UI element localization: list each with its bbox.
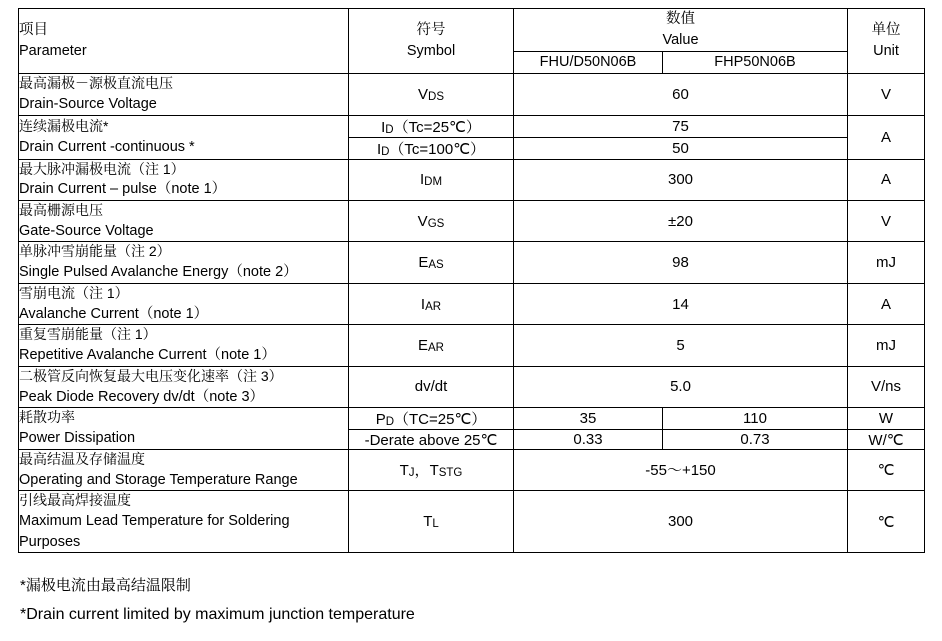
row-parameter (19, 242, 349, 283)
row-parameter-en: Drain Current -continuous * (19, 138, 195, 155)
row-parameter (19, 491, 349, 553)
row-value: 300 (514, 159, 848, 200)
row-symbol-main: -Derate above 25℃ (364, 431, 498, 449)
header-parameter-en: Parameter (19, 43, 87, 60)
row-symbol (349, 74, 514, 115)
row-symbol-main-2: T (429, 462, 439, 480)
row-parameter (19, 159, 349, 200)
row-symbol (349, 449, 514, 490)
footnote-en: *Drain current limited by maximum junction temperature (20, 606, 415, 624)
table-row (19, 449, 925, 490)
row-value: 98 (514, 242, 848, 283)
table-row (19, 366, 925, 407)
row-value: 50 (514, 137, 848, 159)
row-unit: ℃ (848, 491, 925, 553)
row-parameter-en: Power Dissipation (19, 430, 136, 447)
table-row (19, 325, 925, 366)
row-parameter-cn: 最高栅源电压 (19, 201, 103, 218)
row-symbol-sub: AS (428, 259, 444, 272)
table-row (19, 74, 925, 115)
header-col-fhud: FHU/D50N06B (514, 52, 663, 74)
row-unit: A (848, 159, 925, 200)
row-symbol-sub: DM (424, 176, 443, 189)
table-row (19, 159, 925, 200)
row-symbol (349, 200, 514, 241)
row-value: -55～+150 (514, 449, 848, 490)
row-symbol (349, 366, 514, 407)
row-parameter-en: Avalanche Current（note 1） (19, 305, 209, 322)
row-value: 60 (514, 74, 848, 115)
row-unit: W/℃ (848, 430, 925, 449)
row-parameter-en: Maximum Lead Temperature for Soldering Purposes (19, 513, 290, 550)
row-unit: ℃ (848, 449, 925, 490)
row-value: ±20 (514, 200, 848, 241)
row-symbol (349, 115, 514, 137)
table-row (19, 491, 925, 553)
row-parameter-en: Gate-Source Voltage (19, 222, 154, 239)
row-unit: mJ (848, 325, 925, 366)
row-parameter-cn: 单脉冲雪崩能量（注 2） (19, 243, 171, 260)
table-row (19, 283, 925, 324)
header-col-fhp: FHP50N06B (663, 52, 848, 74)
row-symbol-separator: ， (414, 462, 430, 480)
row-parameter-en: Repetitive Avalanche Current（note 1） (19, 347, 276, 364)
row-value-fhud: 35 (514, 408, 663, 430)
row-symbol-sub: J (408, 467, 415, 480)
row-value: 14 (514, 283, 848, 324)
header-value-en: Value (662, 32, 699, 49)
row-symbol-condition: （Tc=25℃） (393, 118, 481, 136)
row-parameter (19, 200, 349, 241)
footnotes (18, 574, 924, 628)
ratings-table (18, 8, 925, 553)
row-symbol-sub: AR (428, 342, 444, 355)
row-symbol-main: I (420, 295, 426, 313)
row-parameter (19, 325, 349, 366)
row-symbol (349, 283, 514, 324)
row-symbol-sub: AR (425, 300, 442, 313)
table-row (19, 408, 925, 430)
row-parameter (19, 366, 349, 407)
row-parameter-cn: 重复雪崩能量（注 1） (19, 326, 157, 343)
row-unit: V (848, 200, 925, 241)
row-symbol (349, 430, 514, 449)
row-symbol (349, 325, 514, 366)
row-value: 5 (514, 325, 848, 366)
row-unit: A (848, 115, 925, 159)
header-value (514, 9, 848, 52)
row-value: 300 (514, 491, 848, 553)
row-value: 5.0 (514, 366, 848, 407)
row-symbol-main: I (381, 118, 386, 136)
header-unit-cn: 单位 (871, 22, 901, 38)
row-parameter-cn: 耗散功率 (19, 409, 75, 426)
row-parameter-en: Drain-Source Voltage (19, 95, 157, 112)
row-unit: W (848, 408, 925, 430)
row-parameter (19, 408, 349, 449)
row-parameter-cn: 最高结温及存储温度 (19, 450, 145, 467)
footnote-cn: *漏极电流由最高结温限制 (20, 577, 191, 594)
row-symbol-condition: （TC=25℃） (394, 411, 487, 429)
row-symbol-main: T (399, 462, 409, 480)
row-symbol (349, 491, 514, 553)
row-parameter (19, 115, 349, 159)
row-symbol-sub: D (381, 145, 390, 158)
row-parameter-cn: 最高漏极－源极直流电压 (19, 75, 173, 92)
row-symbol-condition: （Tc=100℃） (389, 140, 486, 158)
row-symbol-main: V (417, 212, 428, 230)
row-parameter-cn: 雪崩电流（注 1） (19, 284, 129, 301)
row-value-fhp: 0.73 (663, 430, 848, 449)
row-symbol-main: dv/dt (414, 378, 448, 396)
row-symbol-sub: D (385, 416, 395, 429)
row-value-fhud: 0.33 (514, 430, 663, 449)
row-symbol-main: T (423, 513, 433, 531)
row-parameter-cn: 引线最高焊接温度 (19, 492, 131, 509)
header-unit (848, 9, 925, 74)
row-symbol-main: E (418, 254, 429, 272)
row-symbol-sub: DS (428, 90, 444, 103)
row-parameter-en: Single Pulsed Avalanche Energy（note 2） (19, 264, 298, 281)
header-value-cn: 数值 (666, 11, 695, 27)
header-symbol-cn: 符号 (416, 22, 446, 38)
row-parameter-en: Drain Current – pulse（note 1） (19, 181, 227, 198)
row-symbol (349, 242, 514, 283)
row-symbol-sub: GS (427, 217, 445, 230)
row-symbol-main: E (418, 337, 429, 355)
row-parameter-cn: 最大脉冲漏极电流（注 1） (19, 160, 185, 177)
header-symbol (349, 9, 514, 74)
absolute-maximum-ratings-table (18, 8, 924, 553)
row-parameter-cn: 连续漏极电流* (19, 117, 109, 134)
row-value: 75 (514, 115, 848, 137)
row-symbol-main: V (418, 85, 429, 103)
row-symbol-main: I (419, 171, 425, 189)
header-parameter-cn: 项目 (19, 22, 48, 38)
row-symbol-sub: L (432, 518, 439, 531)
row-value-fhp: 110 (663, 408, 848, 430)
row-symbol-main: I (376, 140, 382, 158)
row-unit: V/ns (848, 366, 925, 407)
row-parameter (19, 283, 349, 324)
header-parameter (19, 9, 349, 74)
row-symbol (349, 408, 514, 430)
row-parameter-cn: 二极管反向恢复最大电压变化速率（注 3） (19, 367, 283, 384)
row-parameter-en: Operating and Storage Temperature Range (19, 471, 298, 488)
header-unit-en: Unit (873, 43, 899, 60)
row-unit: mJ (848, 242, 925, 283)
row-unit: V (848, 74, 925, 115)
row-symbol-sub: D (385, 123, 394, 136)
table-row (19, 200, 925, 241)
row-symbol (349, 137, 514, 159)
row-parameter-en: Peak Diode Recovery dv/dt（note 3） (19, 388, 265, 405)
table-row (19, 115, 925, 137)
row-symbol (349, 159, 514, 200)
row-parameter (19, 74, 349, 115)
row-unit: A (848, 283, 925, 324)
row-symbol-sub-2: STG (438, 467, 463, 480)
header-symbol-en: Symbol (406, 43, 456, 60)
row-parameter (19, 449, 349, 490)
table-row (19, 242, 925, 283)
table-header-row-1 (19, 9, 925, 52)
row-symbol-main: P (375, 411, 386, 429)
